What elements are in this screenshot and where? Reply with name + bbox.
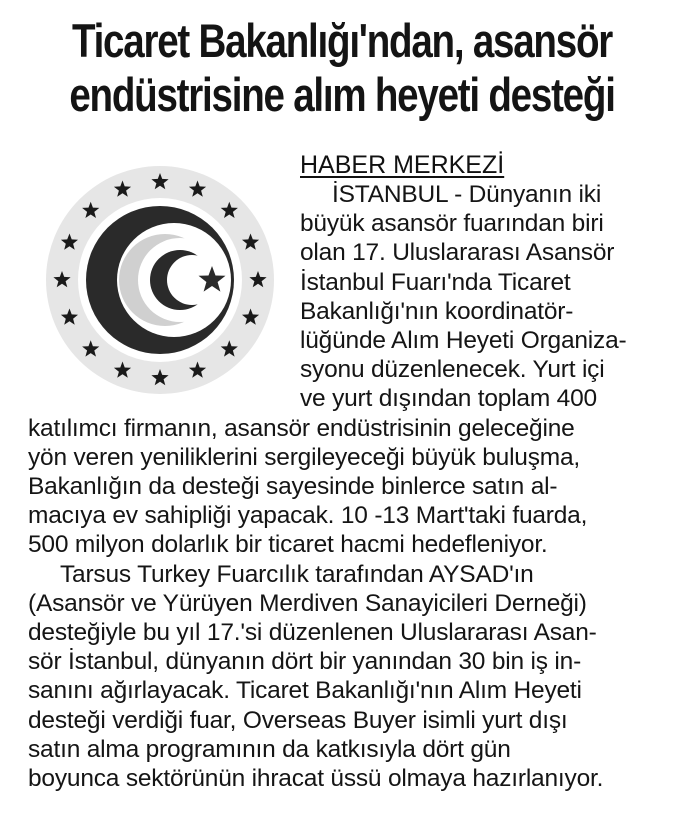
article-line: (Asansör ve Yürüyen Merdiven Sanayicileri Derneği) xyxy=(28,589,587,617)
article-line: katılımcı firmanın, asansör endüstrisinin geleceğine xyxy=(28,414,575,442)
article-line: syonu düzenlenecek. Yurt içi xyxy=(300,356,605,384)
headline xyxy=(62,14,623,122)
article-line: ve yurt dışından toplam 400 xyxy=(300,385,597,413)
article-line: Tarsus Turkey Fuarcılık tarafından AYSAD'ın xyxy=(60,560,534,588)
article-line: büyük asansör fuarından biri xyxy=(300,210,604,238)
article-line: satın alma programının da katkısıyla dört gün xyxy=(28,735,511,763)
article-line: desteğiyle bu yıl 17.'si düzenlenen Uluslararası Asan- xyxy=(28,619,597,646)
headline-line-1: Ticaret Bakanlığı'ndan, asansör xyxy=(71,14,613,67)
article-line: 500 milyon dolarlık bir ticaret hacmi hedefleniyor. xyxy=(28,531,548,559)
article-line: desteği verdiği fuar, Overseas Buyer isimli yurt dışı xyxy=(28,706,568,734)
article-line: İstanbul Fuarı'nda Ticaret xyxy=(300,268,571,296)
article-line: yön veren yeniliklerini sergileyeceği büyük buluşma, xyxy=(28,443,581,471)
article-line: lüğünde Alım Heyeti Organiza- xyxy=(300,327,627,354)
byline: HABER MERKEZİ xyxy=(300,151,505,179)
turkish-ministry-emblem-icon xyxy=(42,162,278,398)
article-line: Bakanlığın da desteği sayesinde binlerce satın al- xyxy=(28,473,558,500)
emblem-graphic xyxy=(42,162,278,398)
article-line: macıya ev sahipliği yapacak. 10 -13 Mart'taki fuarda, xyxy=(28,502,588,530)
headline-line-2: endüstrisine alım heyeti desteği xyxy=(69,68,615,121)
article-line: sanını ağırlayacak. Ticaret Bakanlığı'nın Alım Heyeti xyxy=(28,677,582,705)
article-line: olan 17. Uluslararası Asansör xyxy=(300,239,615,267)
article-line: boyunca sektörünün ihracat üssü olmaya hazırlanıyor. xyxy=(28,765,604,792)
article-line: İSTANBUL - Dünyanın iki xyxy=(332,181,602,208)
article-line: sör İstanbul, dünyanın dört bir yanından 30 bin iş in- xyxy=(28,648,582,676)
article-line: Bakanlığı'nın koordinatör- xyxy=(300,297,574,325)
